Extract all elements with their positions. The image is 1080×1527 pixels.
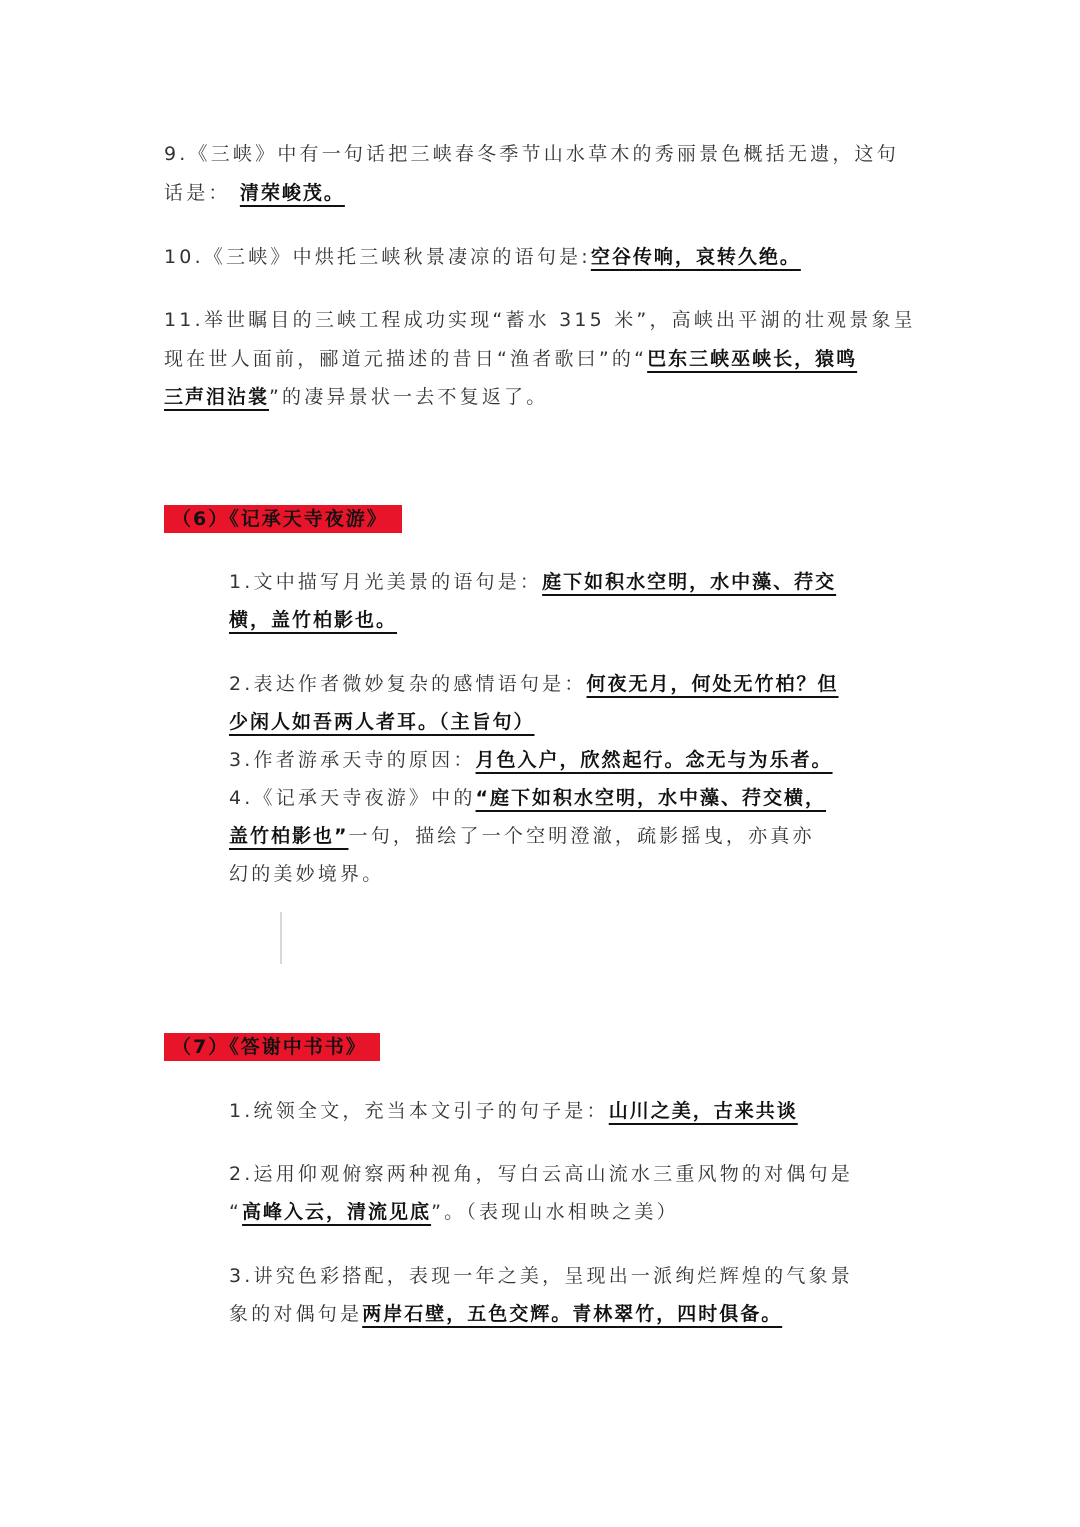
s6-q4-line1: 4.《记承天寺夜游》中的“庭下如积水空明，水中藻、荇交横， (229, 787, 827, 809)
section-7-header: （7）《答谢中书书》 (164, 1033, 380, 1061)
s6-q3-line: 3.作者游承天寺的原因：月色入户，欣然起行。念无与为乐者。 (229, 749, 833, 771)
q11-line3: 三声泪沾裳”的凄异景状一去不复返了。 (164, 386, 549, 408)
s6-q4-line2: 盖竹柏影也”一句，描绘了一个空明澄澈，疏影摇曳，亦真亦 (229, 825, 815, 847)
q9-line2: 话是： 清荣峻茂。 (164, 182, 345, 204)
s7-q3-answer: 两岸石壁，五色交辉。青林翠竹，四时俱备。 (362, 1303, 783, 1325)
s6-q1-answer-part1: 庭下如积水空明，水中藻、荇交 (542, 571, 837, 593)
q10-line: 10.《三峡》中烘托三峡秋景凄凉的语句是:空谷传响，哀转久绝。 (164, 246, 801, 268)
s7-q2-answer: 高峰入云，清流见底 (242, 1201, 432, 1223)
s7-q3-line1: 3.讲究色彩搭配，表现一年之美，呈现出一派绚烂辉煌的气象景 (229, 1265, 853, 1287)
s6-q4-answer-part1: “庭下如积水空明，水中藻、荇交横， (475, 787, 827, 809)
q11-line2: 现在世人面前，郦道元描述的昔日“渔者歌曰”的“巴东三峡巫峡长，猿鸣 (164, 348, 858, 370)
s6-q4-line3: 幻的美妙境界。 (229, 863, 385, 885)
s7-q1-line: 1.统领全文，充当本文引子的句子是：山川之美，古来共谈 (229, 1100, 798, 1122)
s6-q2-line2 (229, 708, 535, 736)
s6-q2-answer-part2: 少闲人如吾两人者耳。（主旨句） (229, 711, 535, 733)
s7-q2-line1: 2.运用仰观俯察两种视角，写白云高山流水三重风物的对偶句是 (229, 1163, 853, 1185)
s6-q1-line2 (229, 606, 397, 634)
s7-q3-line2: 象的对偶句是两岸石壁，五色交辉。青林翠竹，四时俱备。 (229, 1303, 783, 1325)
q10-answer: 空谷传响，哀转久绝。 (590, 246, 801, 268)
section-6-header: （6）《记承天寺夜游》 (164, 505, 402, 533)
s7-q1-answer: 山川之美，古来共谈 (608, 1100, 798, 1122)
s6-q2-line1: 2.表达作者微妙复杂的感情语句是：何夜无月，何处无竹柏？但 (229, 673, 839, 695)
s6-q3-answer: 月色入户，欣然起行。念无与为乐者。 (475, 749, 833, 771)
q11-line1: 11.举世瞩目的三峡工程成功实现“蓄水 315 米”，高峡出平湖的壮观景象呈 (164, 309, 916, 331)
q9-answer: 清荣峻茂。 (239, 182, 345, 204)
q9-line1: 9.《三峡》中有一句话把三峡春冬季节山水草木的秀丽景色概括无遗，这句 (164, 143, 899, 165)
s6-q4-answer-part2: 盖竹柏影也” (229, 825, 349, 847)
s6-q2-answer-part1: 何夜无月，何处无竹柏？但 (586, 673, 839, 695)
quote-divider (280, 912, 282, 964)
s6-q1-answer-part2: 横，盖竹柏影也。 (229, 609, 398, 631)
q11-answer-part2: 三声泪沾裳 (164, 386, 270, 408)
q11-answer-part1: 巴东三峡巫峡长，猿鸣 (647, 348, 858, 370)
s6-q1-line1: 1.文中描写月光美景的语句是：庭下如积水空明，水中藻、荇交 (229, 571, 837, 593)
s7-q2-line2: “高峰入云，清流见底”。（表现山水相映之美） (229, 1201, 679, 1223)
